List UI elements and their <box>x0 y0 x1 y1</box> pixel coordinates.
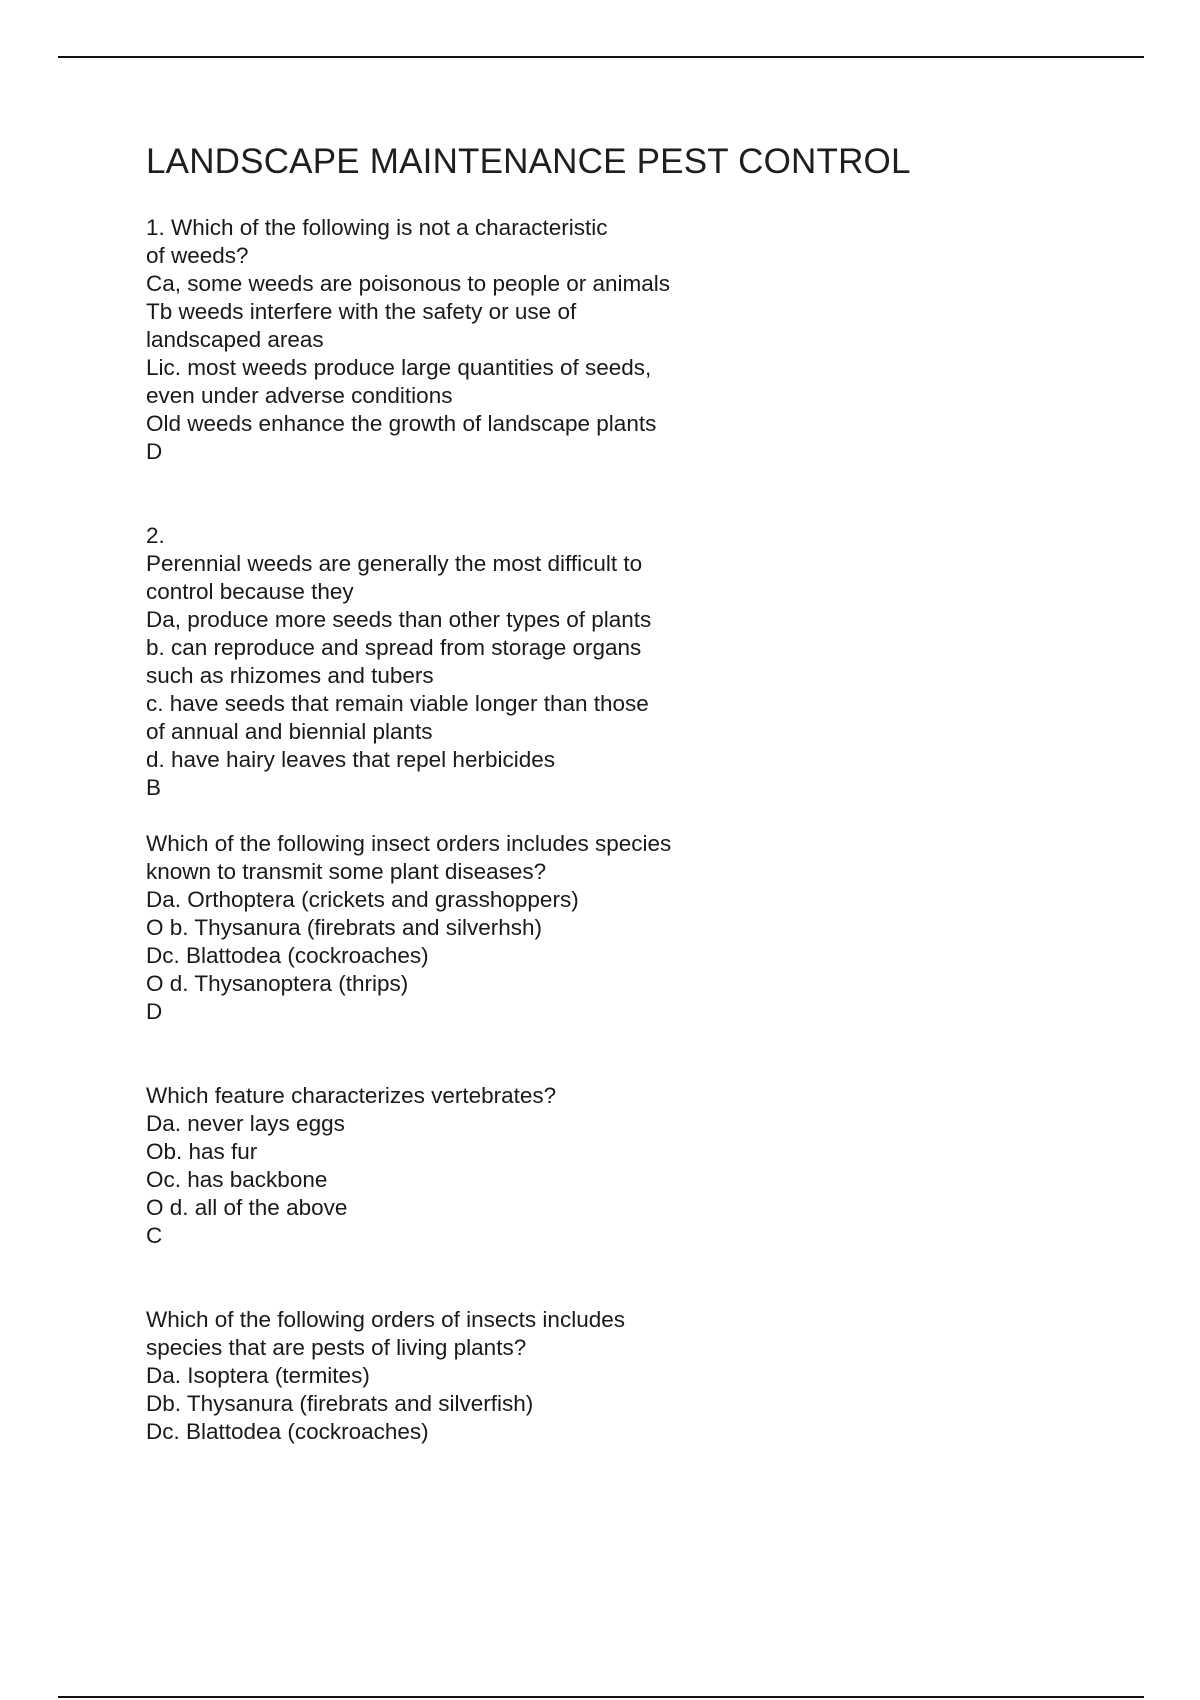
question-1-line: of weeds? <box>146 243 249 268</box>
document-body <box>146 214 1046 1446</box>
question-2-answer: B <box>146 775 162 800</box>
question-1-option: Ca, some weeds are poisonous to people or animals <box>146 271 671 296</box>
question-1-option: Lic. most weeds produce large quantities of seeds, <box>146 355 652 380</box>
question-5-option: Da. Isoptera (termites) <box>146 1363 370 1388</box>
spacer <box>146 802 1046 830</box>
question-3-line: Which of the following insect orders includes species <box>146 831 672 856</box>
question-4-answer: C <box>146 1223 163 1248</box>
question-1-option: Tb weeds interfere with the safety or use of <box>146 299 577 324</box>
spacer <box>146 1250 1046 1306</box>
question-3 <box>146 830 1046 1026</box>
question-4-line: Which feature characterizes vertebrates? <box>146 1083 557 1108</box>
question-2-option: c. have seeds that remain viable longer than those <box>146 691 649 716</box>
question-4 <box>146 1082 1046 1250</box>
document-title: LANDSCAPE MAINTENANCE PEST CONTROL <box>146 142 911 181</box>
question-4-option: Oc. has backbone <box>146 1167 328 1192</box>
question-3-option: O d. Thysanoptera (thrips) <box>146 971 409 996</box>
question-5-option: Dc. Blattodea (cockroaches) <box>146 1419 429 1444</box>
question-3-option: Da. Orthoptera (crickets and grasshoppers) <box>146 887 579 912</box>
question-5-option: Db. Thysanura (firebrats and silverfish) <box>146 1391 534 1416</box>
question-2-option: b. can reproduce and spread from storage organs <box>146 635 642 660</box>
question-2 <box>146 522 1046 802</box>
question-4-option: Da. never lays eggs <box>146 1111 345 1136</box>
question-2-line: control because they <box>146 579 354 604</box>
question-1-option: Old weeds enhance the growth of landscape plants <box>146 411 657 436</box>
top-divider <box>58 56 1144 58</box>
question-3-line: known to transmit some plant diseases? <box>146 859 547 884</box>
question-5 <box>146 1306 1046 1446</box>
question-2-option: Da, produce more seeds than other types of plants <box>146 607 652 632</box>
question-3-option: O b. Thysanura (firebrats and silverhsh) <box>146 915 543 940</box>
question-3-option: Dc. Blattodea (cockroaches) <box>146 943 429 968</box>
spacer <box>146 466 1046 522</box>
question-1-line: 1. Which of the following is not a characteristic <box>146 215 608 240</box>
question-2-number: 2. <box>146 523 165 548</box>
question-3-answer: D <box>146 999 163 1024</box>
question-2-line: Perennial weeds are generally the most difficult to <box>146 551 643 576</box>
bottom-divider <box>58 1696 1144 1698</box>
question-4-option: Ob. has fur <box>146 1139 258 1164</box>
question-4-option: O d. all of the above <box>146 1195 348 1220</box>
question-2-option: of annual and biennial plants <box>146 719 433 744</box>
question-2-option: such as rhizomes and tubers <box>146 663 434 688</box>
spacer <box>146 1026 1046 1082</box>
question-1-option: landscaped areas <box>146 327 324 352</box>
question-5-line: species that are pests of living plants? <box>146 1335 527 1360</box>
question-1 <box>146 214 1046 466</box>
question-1-answer: D <box>146 439 163 464</box>
question-5-line: Which of the following orders of insects includes <box>146 1307 625 1332</box>
question-1-option: even under adverse conditions <box>146 383 453 408</box>
question-2-option: d. have hairy leaves that repel herbicides <box>146 747 555 772</box>
